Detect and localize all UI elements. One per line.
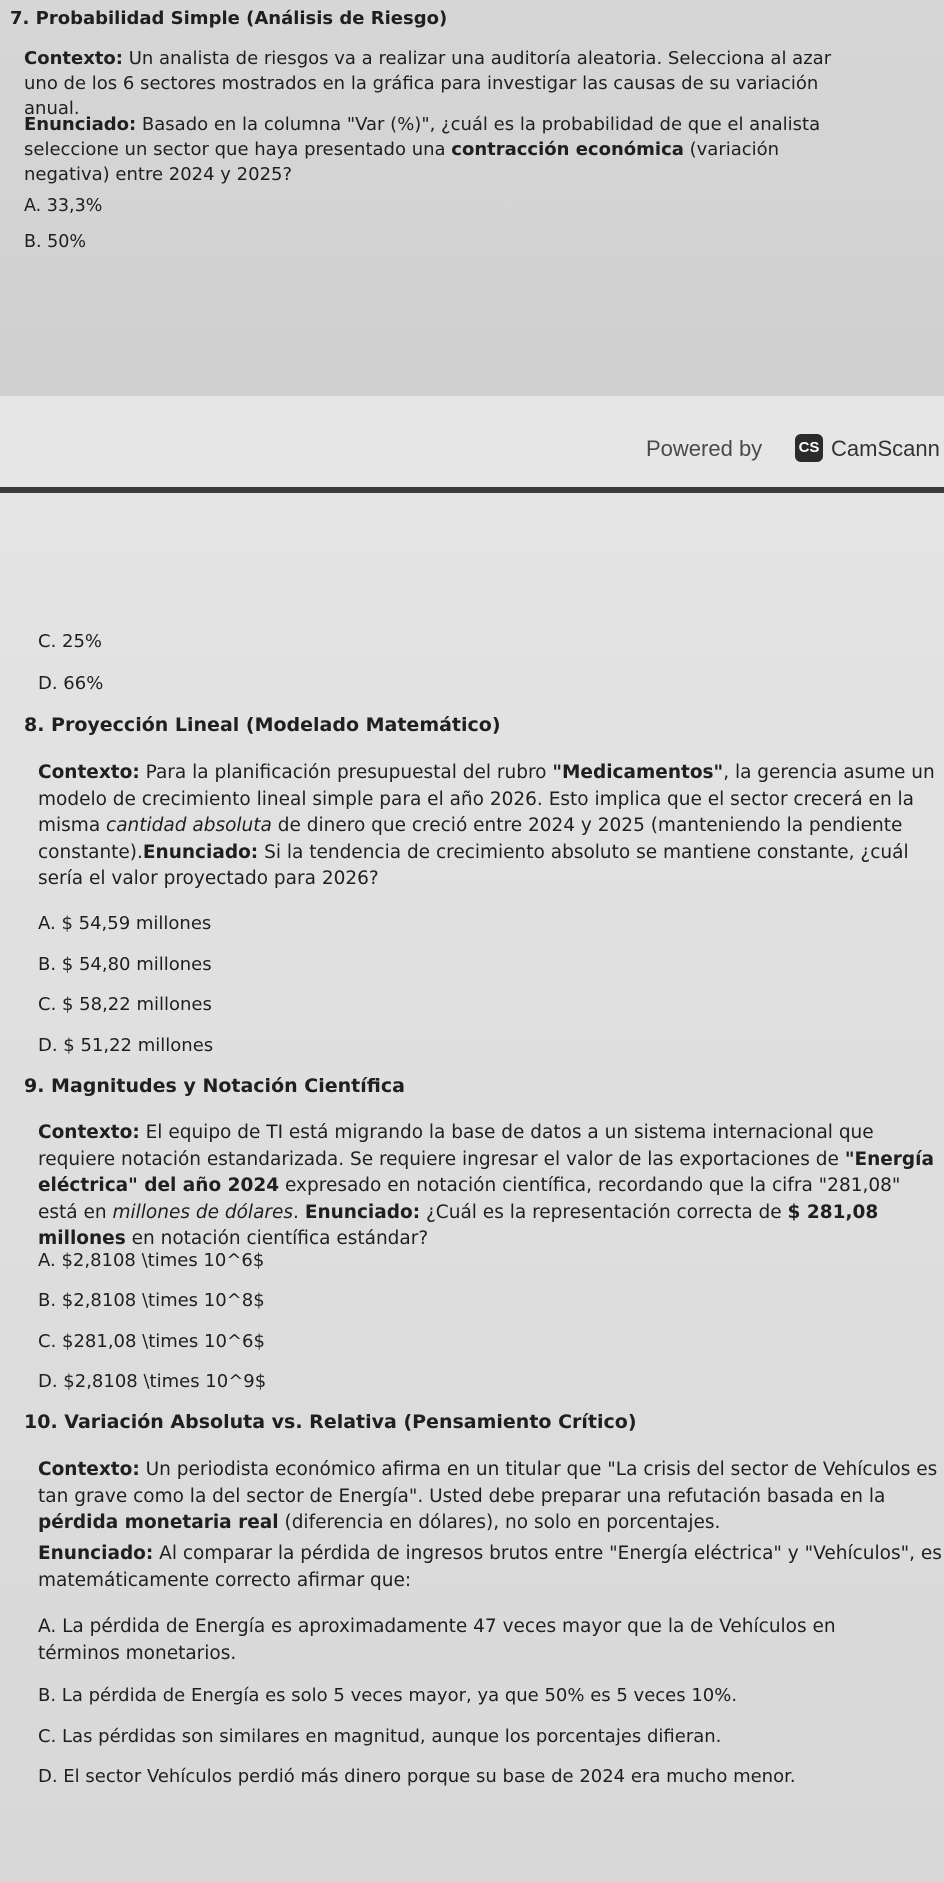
statement-text: Al comparar la pérdida de ingresos brutos entre "Energía eléctrica" y "Vehículos", es matemáticamente correcto afirmar que: <box>38 1543 942 1591</box>
question-10-statement <box>38 1541 943 1594</box>
context-text-2: , la gerencia asume un modelo de crecimiento lineal simple para el año 2026. Esto implica que el sector crecerá en la misma <box>38 762 935 836</box>
option-8b: B. $ 54,80 millones <box>38 954 212 975</box>
option-9d: D. $2,8108 \times 10^9$ <box>38 1371 267 1392</box>
option-9c: C. $281,08 \times 10^6$ <box>38 1331 265 1352</box>
context-label: Contexto: <box>38 762 140 783</box>
context-bold: "Energía eléctrica" del año 2024 <box>38 1148 934 1196</box>
question-9-title: 9. Magnitudes y Notación Científica <box>24 1075 405 1097</box>
option-8d: D. $ 51,22 millones <box>38 1035 214 1056</box>
scan-page-bottom <box>0 493 944 1882</box>
question-7-context <box>24 46 854 121</box>
option-9a: A. $2,8108 \times 10^6$ <box>38 1250 265 1271</box>
statement-text: ¿Cuál es la representación correcta de <box>420 1201 788 1223</box>
statement-label: Enunciado: <box>142 841 259 863</box>
statement-label: Enunciado: <box>24 114 137 135</box>
context-text: Para la planificación presupuestal del rubro <box>139 762 553 783</box>
context-bold: "Medicamentos" <box>552 762 724 783</box>
statement-label: Enunciado: <box>38 1543 154 1564</box>
question-7-statement <box>24 112 824 187</box>
camscanner-brand: CamScann <box>831 436 940 461</box>
option-10a: A. La pérdida de Energía es aproximadamente 47 veces mayor que la de Vehículos en términos monetarios. <box>38 1616 836 1664</box>
powered-by-text: Powered by <box>646 436 763 461</box>
context-label: Contexto: <box>38 1122 140 1143</box>
context-bold: pérdida monetaria real <box>38 1512 279 1533</box>
option-10b: B. La pérdida de Energía es solo 5 veces mayor, ya que 50% es 5 veces 10%. <box>38 1685 738 1706</box>
context-text: Un periodista económico afirma en un titular que "La crisis del sector de Vehículos es tan grave como la del sector de Energía". Usted debe preparar una refutación basada en la <box>38 1459 938 1507</box>
context-label: Contexto: <box>24 48 123 69</box>
statement-text: Basado en la columna "Var (%)", ¿cuál es la probabilidad de que el analista seleccione un sector que haya presentado una <box>24 114 821 160</box>
question-10-context <box>38 1457 943 1537</box>
context-label: Contexto: <box>38 1459 140 1480</box>
statement-text-end: (variación negativa) entre 2024 y 2025? <box>24 139 780 185</box>
option-8a: A. $ 54,59 millones <box>38 913 212 934</box>
option-8c: C. $ 58,22 millones <box>38 994 212 1015</box>
statement-bold: contracción económica <box>451 139 684 160</box>
option-7a: A. 33,3% <box>24 196 103 216</box>
camscanner-logo-icon: CS <box>795 434 823 462</box>
question-10-title: 10. Variación Absoluta vs. Relativa (Pensamiento Crítico) <box>24 1411 637 1433</box>
option-10c: C. Las pérdidas son similares en magnitud, aunque los porcentajes difieran. <box>38 1726 722 1747</box>
context-italic: cantidad absoluta <box>106 815 272 836</box>
option-7b: B. 50% <box>24 232 87 252</box>
context-text-2: expresado en notación científica, recordando que la cifra "281,08" está en <box>38 1175 901 1223</box>
scan-page-top <box>0 0 944 396</box>
option-7c: C. 25% <box>38 631 103 652</box>
question-8-context <box>38 760 943 893</box>
statement-text-2: en notación científica estándar? <box>125 1228 429 1249</box>
option-10d: D. El sector Vehículos perdió más dinero porque su base de 2024 era mucho menor. <box>38 1766 796 1787</box>
context-text-2: (diferencia en dólares), no solo en porcentajes. <box>278 1512 721 1533</box>
question-7-title: 7. Probabilidad Simple (Análisis de Riesgo) <box>10 8 448 29</box>
question-8-title: 8. Proyección Lineal (Modelado Matemático) <box>24 714 501 736</box>
context-text: Un analista de riesgos va a realizar una auditoría aleatoria. Selecciona al azar uno de los 6 sectores mostrados en la gráfica para investigar las causas de su variación anual. <box>24 48 832 119</box>
context-text: El equipo de TI está migrando la base de datos a un sistema internacional que requiere notación estandarizada. Se requiere ingresar el valor de las exportaciones de <box>38 1122 874 1170</box>
context-text-3: . <box>293 1201 305 1223</box>
statement-label: Enunciado: <box>304 1201 421 1223</box>
context-italic: millones de dólares <box>112 1201 294 1223</box>
question-9-context <box>38 1120 943 1253</box>
option-9b: B. $2,8108 \times 10^8$ <box>38 1290 265 1311</box>
context-text-3: de dinero que creció entre 2024 y 2025 (manteniendo la pendiente constante). <box>38 815 903 863</box>
statement-bold: $ 281,08 millones <box>38 1201 879 1249</box>
option-7d: D. 66% <box>38 673 104 694</box>
statement-text: Si la tendencia de crecimiento absoluto se mantiene constante, ¿cuál sería el valor proyectado para 2026? <box>38 841 909 889</box>
